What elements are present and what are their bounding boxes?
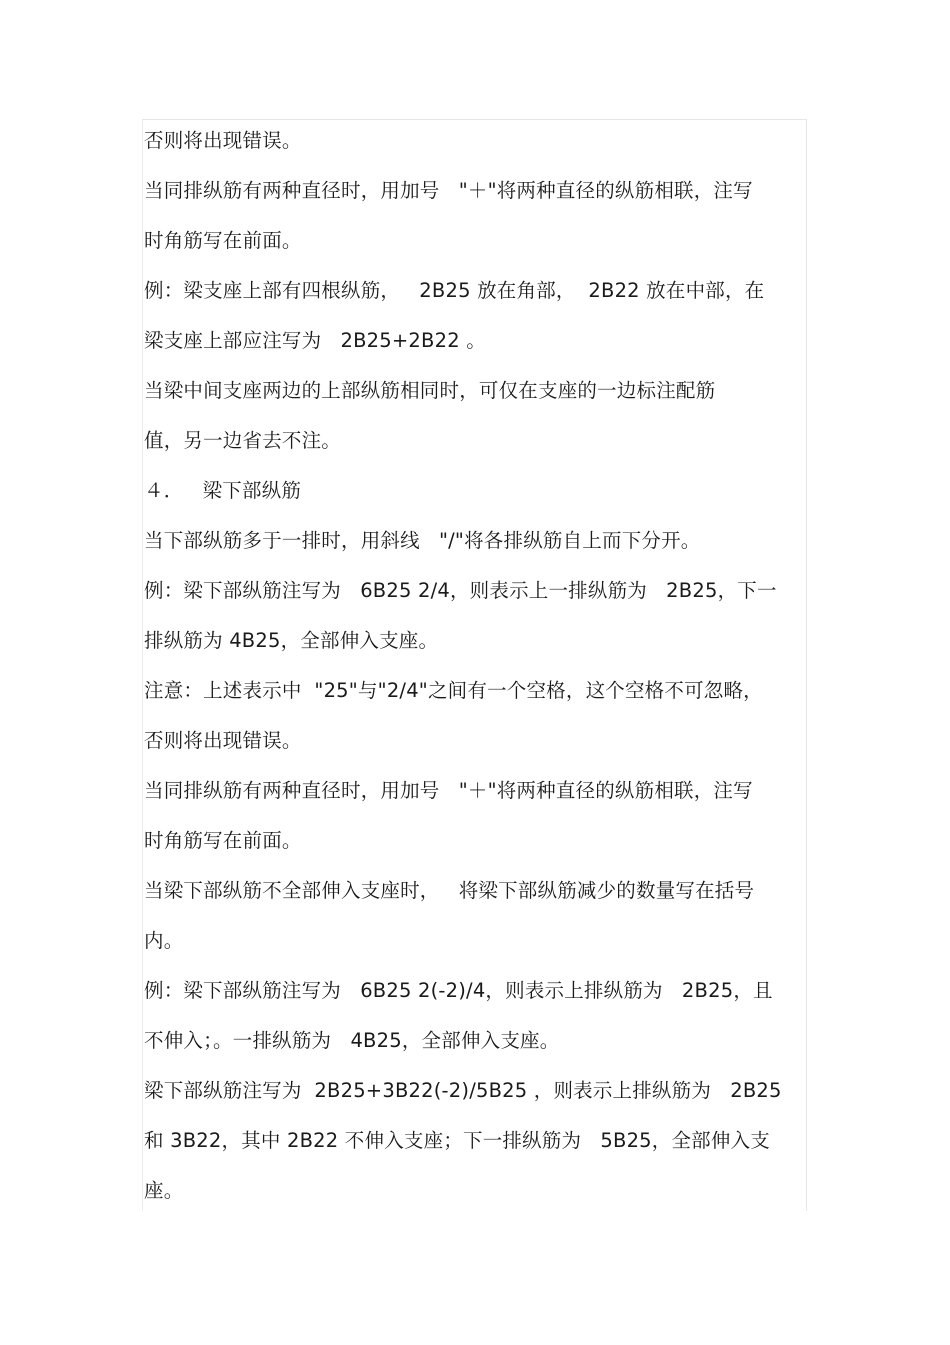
text-line: 当同排纵筋有两种直径时，用加号 "＋"将两种直径的纵筋相联，注写: [144, 779, 753, 802]
text-line: 例：梁支座上部有四根纵筋， 2B25 放在角部， 2B22 放在中部，在: [144, 279, 765, 302]
text-line: 排纵筋为 4B25，全部伸入支座。: [144, 629, 439, 652]
text-line: 梁支座上部应注写为 2B25+2B22 。: [144, 329, 486, 352]
text-line: 时角筋写在前面。: [144, 229, 302, 252]
text-line: 当下部纵筋多于一排时，用斜线 "/"将各排纵筋自上而下分开。: [144, 529, 701, 552]
text-line: 和 3B22，其中 2B22 不伸入支座；下一排纵筋为 5B25，全部伸入支: [144, 1129, 770, 1152]
text-line: 注意：上述表示中 "25"与"2/4"之间有一个空格，这个空格不可忽略，: [144, 679, 763, 702]
document-body: [144, 116, 814, 1216]
text-line: 座。: [144, 1179, 184, 1202]
text-line: 不伸入；。一排纵筋为 4B25，全部伸入支座。: [144, 1029, 560, 1052]
text-line: 当梁下部纵筋不全部伸入支座时， 将梁下部纵筋减少的数量写在括号: [144, 879, 755, 902]
section-heading: ４． 梁下部纵筋: [144, 479, 302, 502]
text-line: 梁下部纵筋注写为 2B25+3B22(-2)/5B25 ，则表示上排纵筋为 2B25: [144, 1079, 782, 1102]
text-line: 否则将出现错误。: [144, 729, 302, 752]
text-line: 时角筋写在前面。: [144, 829, 302, 852]
text-line: 内。: [144, 929, 184, 952]
text-line: 否则将出现错误。: [144, 129, 302, 152]
text-line: 值，另一边省去不注。: [144, 429, 342, 452]
text-line: 例：梁下部纵筋注写为 6B25 2/4，则表示上一排纵筋为 2B25，下一: [144, 579, 777, 602]
text-line: 例：梁下部纵筋注写为 6B25 2(-2)/4，则表示上排纵筋为 2B25，且: [144, 979, 773, 1002]
text-line: 当同排纵筋有两种直径时，用加号 "＋"将两种直径的纵筋相联，注写: [144, 179, 753, 202]
text-line: 当梁中间支座两边的上部纵筋相同时，可仅在支座的一边标注配筋: [144, 379, 716, 402]
